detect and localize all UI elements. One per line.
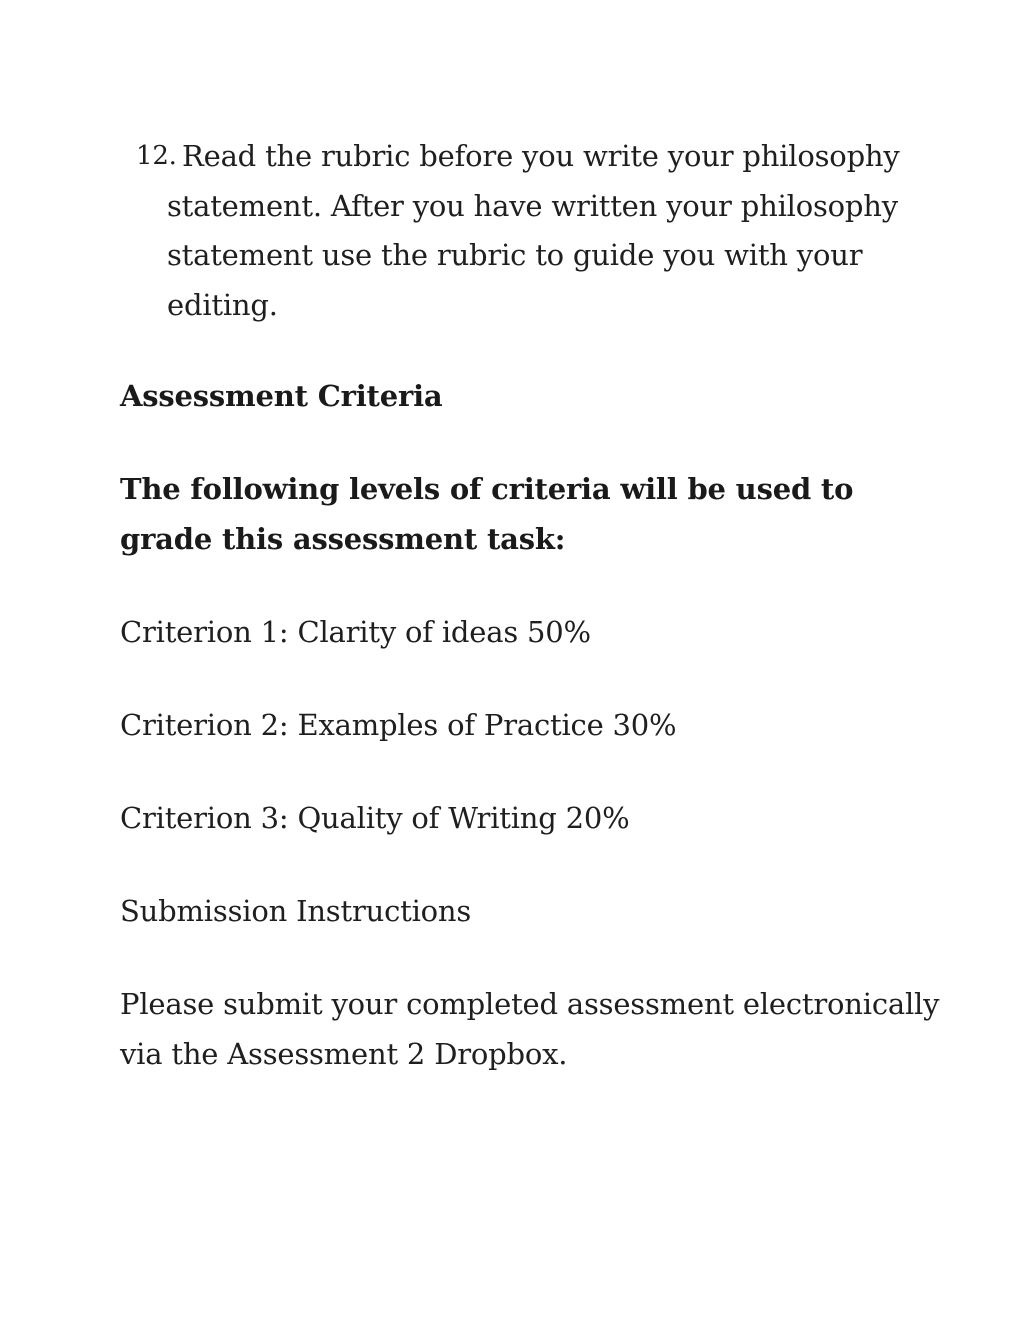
criterion-3: Criterion 3: Quality of Writing 20% [120,801,630,835]
submission-instructions-text [120,980,940,1079]
criterion-2: Criterion 2: Examples of Practice 30% [120,708,677,742]
criteria-intro-line-2: grade this assessment task: [120,521,566,556]
criteria-intro-line-1: The following levels of criteria will be used to [120,472,854,506]
criterion-1: Criterion 1: Clarity of ideas 50% [120,615,591,649]
list-number: 12. [136,141,177,171]
list-line-3: statement use the rubric to guide you with your [167,238,863,272]
list-line-1: Read the rubric before you write your philosophy [182,139,900,173]
section-heading-assessment-criteria: Assessment Criteria [120,379,443,413]
list-line-2: statement. After you have written your philosophy [167,188,898,223]
submission-line-2: via the Assessment 2 Dropbox. [120,1036,568,1071]
submission-instructions-heading: Submission Instructions [120,894,472,928]
submission-line-1: Please submit your completed assessment electronically [120,987,940,1021]
criteria-intro [120,465,900,564]
list-line-4: editing. [167,287,278,322]
